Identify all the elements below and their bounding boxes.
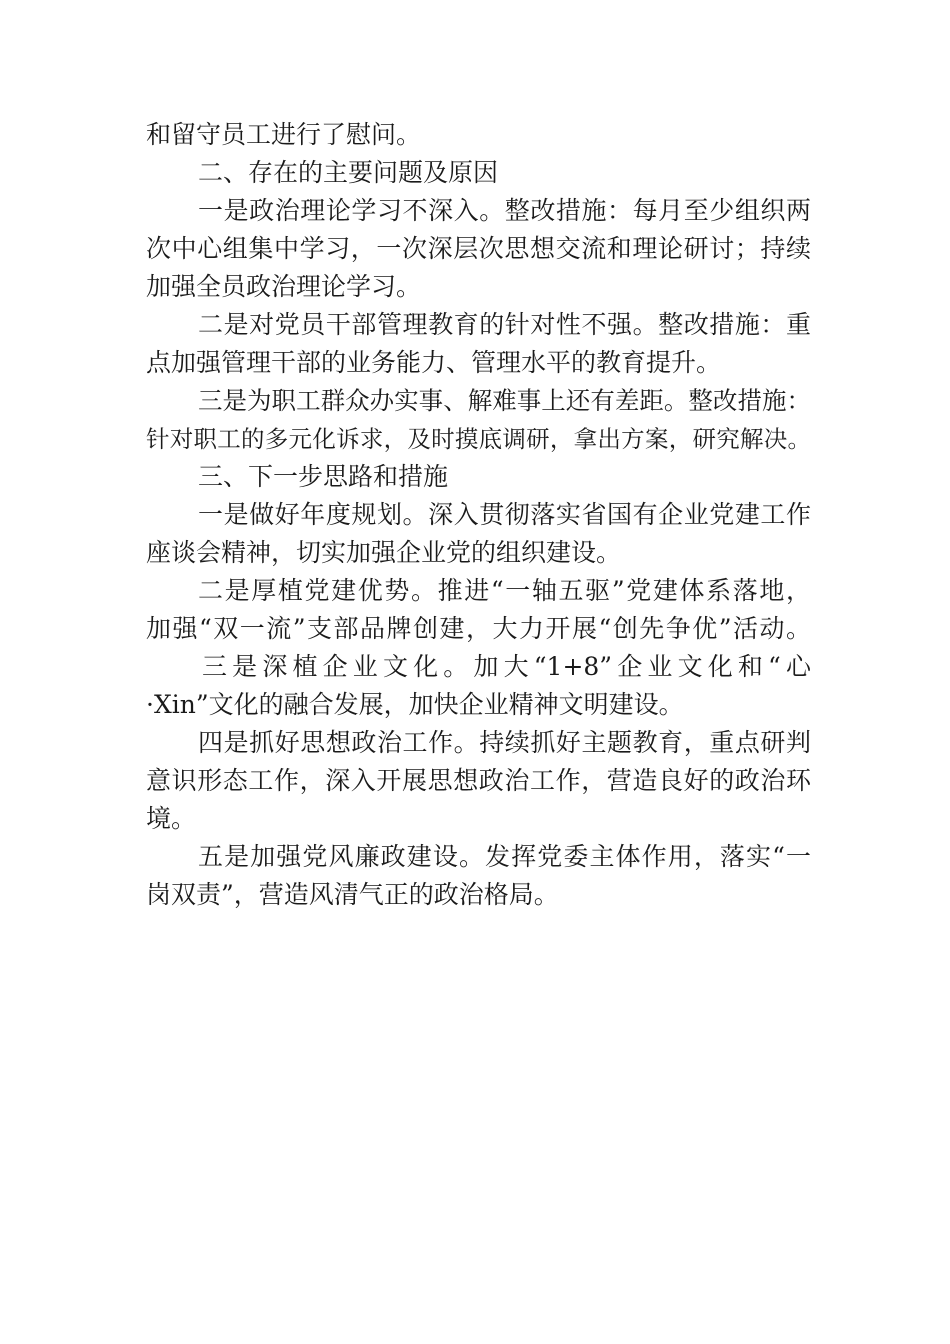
- paragraph-line: 意识形态工作，深入开展思想政治工作，营造良好的政治环: [146, 766, 811, 795]
- document-body: [146, 116, 811, 914]
- paragraph-line: 针对职工的多元化诉求，及时摸底调研，拿出方案，研究解决。: [146, 425, 811, 453]
- section-heading: 二、存在的主要问题及原因: [198, 158, 499, 187]
- paragraph-line: 岗双责”，营造风清气正的政治格局。: [146, 880, 559, 909]
- paragraph-line: 加强“双一流”支部品牌创建，大力开展“创先争优”活动。: [146, 614, 811, 643]
- paragraph-line: 一是做好年度规划。深入贯彻落实省国有企业党建工作: [198, 500, 811, 529]
- paragraph-line: 二是厚植党建优势。推进“一轴五驱”党建体系落地，: [198, 576, 811, 605]
- paragraph-line: 境。: [146, 804, 197, 833]
- paragraph-line: 次中心组集中学习，一次深层次思想交流和理论研讨；持续: [146, 234, 811, 263]
- paragraph-line: 五是加强党风廉政建设。发挥党委主体作用，落实“一: [198, 842, 811, 871]
- paragraph-line: 和留守员工进行了慰问。: [146, 120, 422, 149]
- paragraph-line: 二是对党员干部管理教育的针对性不强。整改措施：重: [198, 310, 811, 339]
- paragraph-line: 四是抓好思想政治工作。持续抓好主题教育，重点研判: [198, 728, 811, 757]
- paragraph-line: 三是为职工群众办实事、解难事上还有差距。整改措施：: [198, 386, 811, 415]
- paragraph-line: 三是深植企业文化。加大“1+8”企业文化和“心: [202, 652, 811, 681]
- paragraph-line: ·Xin”文化的融合发展，加快企业精神文明建设。: [146, 690, 684, 719]
- paragraph-line: 点加强管理干部的业务能力、管理水平的教育提升。: [146, 348, 722, 377]
- paragraph-line: 一是政治理论学习不深入。整改措施：每月至少组织两: [198, 196, 811, 225]
- paragraph-line: 加强全员政治理论学习。: [146, 272, 422, 301]
- section-heading: 三、下一步思路和措施: [198, 462, 449, 491]
- paragraph-line: 座谈会精神，切实加强企业党的组织建设。: [146, 538, 622, 567]
